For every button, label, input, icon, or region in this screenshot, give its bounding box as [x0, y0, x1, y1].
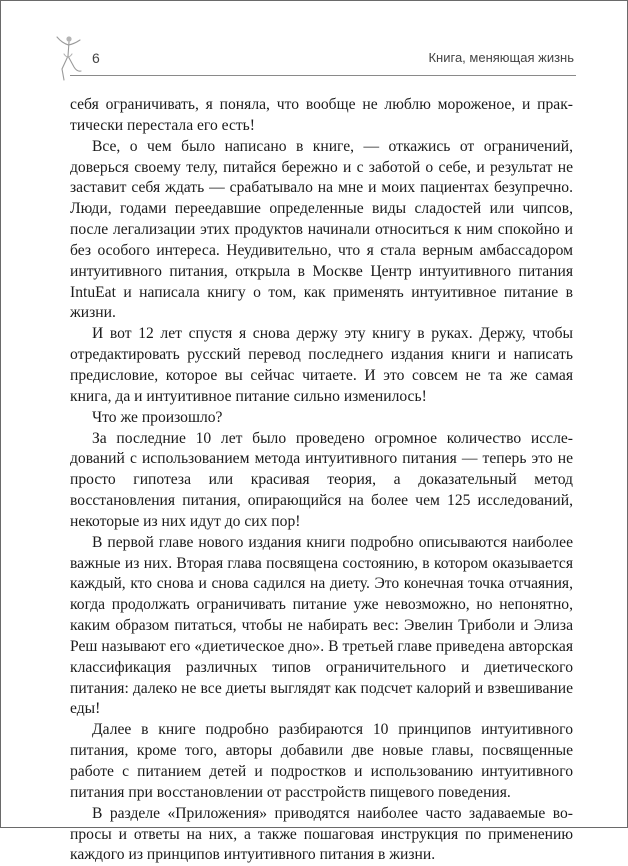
paragraph: В разделе «Приложения» приводятся наиболее часто задаваемые вопросы и ответы на них, а также пошаговая инструкция по применению каждого из принципов интуитивного питания в жизни. — [70, 804, 573, 864]
body-text — [70, 95, 573, 866]
paragraph: В первой главе нового издания книги подробно описываются наиболее важные из них. Вторая глава посвящена состоянию, в котором оказывается каждый, кто снова и снова садился на диету. Это конечная точка отчаяния, когда продолжать ограничивать питание уже невозможно, но непонятно, каким образом питаться, чтобы не набирать вес: Эвелин Триболи и Элиза Реш называют его «диетическое дно». В третьей главе приведена авторская классификация различных типов ограничительного и диетического питания: далеко не все диеты выглядят как подсчет калорий и взвешивание еды! — [70, 533, 573, 718]
paragraph: Что же произошло? — [92, 408, 223, 426]
paragraph: себя ограничивать, я поняла, что вообще не люблю мороженое, и практически перестала его есть! — [70, 96, 573, 134]
paragraph: Все, о чем было написано в книге, — откажись от ограничений, доверься своему телу, питайся бережно и с заботой о себе, и результат не заставит себя ждать — срабатывало на мне и моих пациентах безупречно. Люди, годами переедавшие определенные виды сладостей или чипсов, после легализации этих продуктов начинали относиться к ним спокойно и без особого интереса. Неудивительно, что я стала верным амбассадором интуитивного питания, открыла в Москве Центр интуитивного питания IntuEat и написала книгу о том, как применять интуитивное питание в жизни. — [70, 137, 573, 322]
page-number: 6 — [92, 50, 100, 66]
header-divider — [70, 75, 576, 76]
running-title: Книга, меняющая жизнь — [428, 50, 574, 65]
paragraph: И вот 12 лет спустя я снова держу эту книгу в руках. Держу, чтобы отредактировать русский перевод последнего издания книги и написать предисловие, которое вы сейчас читаете. И это совсем не та же самая книга, да и интуитивное питание сильно изменилось! — [70, 325, 573, 405]
paragraph: Далее в книге подробно разбираются 10 принципов интуитивного питания, кроме того, авторы добавили две новые главы, посвященные работе с питанием детей и подростков и использованию интуитивного питания при восстановлении от расстройств пищевого поведения. — [70, 721, 573, 801]
paragraph: За последние 10 лет было проведено огромное количество исследований с использованием метода интуитивного питания — теперь это не просто гипотеза или красивая теория, а доказательный метод восстановления питания, опирающийся на более чем 125 исследований, некоторые из них идут до сих пор! — [70, 429, 573, 530]
